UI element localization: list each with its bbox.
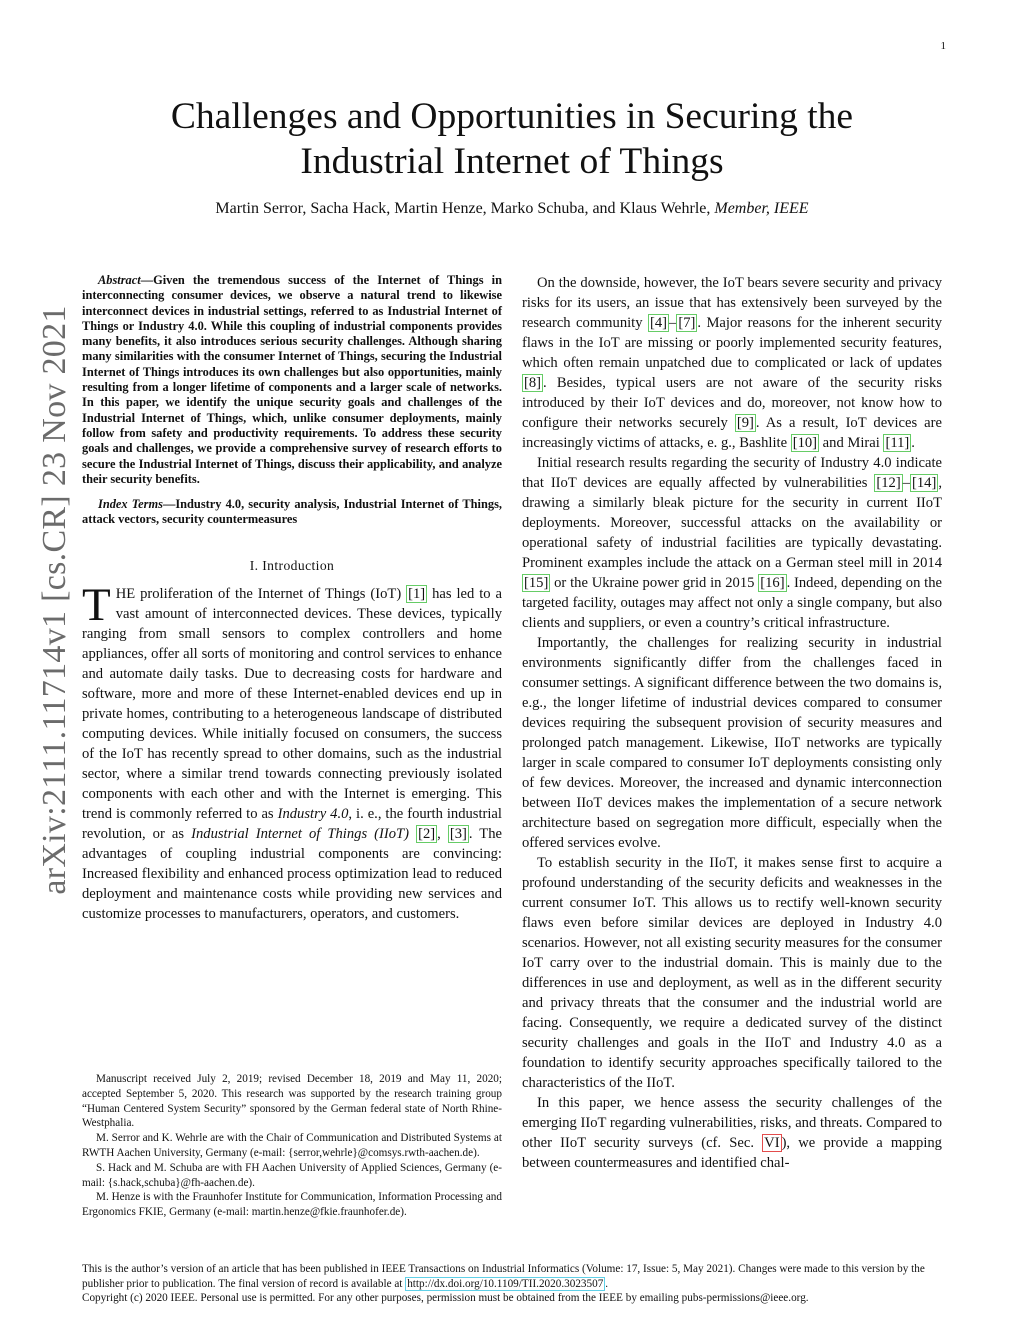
publication-note (82, 1262, 942, 1306)
body-paragraph: Importantly, the challenges for realizing security in industrial environments significantly differ from the challenges faced in consumer settings. A significant difference between the two domains is, e.g., the longer lifetime of industrial devices compared to consumer devices requiring the subsequent provision of security measures and prolonged patch management. Likewise, IIoT networks are typically larger in scale compared to consumer IoT deployments consisting only of few devices. Moreover, the increased and dynamic interconnection between IIoT devices makes the implementation of a secure network architecture based on segregation more difficult, especially when the offered services evolve. (522, 635, 942, 851)
intro-text: HE proliferation of the Internet of Things (IoT) (115, 585, 407, 602)
citation-link[interactable]: [7] (678, 315, 696, 331)
footnotes (82, 1072, 502, 1220)
body-text: In this paper, we hence assess the security challenges of the emerging IIoT regarding vulnerabilities, risks, and threats. Compared to other IIoT security surveys (cf. Sec. (522, 1095, 942, 1151)
citation-link[interactable]: [10] (792, 435, 818, 451)
publication-note-text: This is the author’s version of an article that has been published in IEEE Transactions on Industrial Informatics (Volume: 17, Issue: 5, May 2021). Changes were made to this version by the publisher prior to publication. The final version of record is available at http://dx.doi.org/10.1109/TII.2020.3023507 . (82, 1263, 925, 1290)
footnote-affiliation: M. Serror and K. Wehrle are with the Chair of Communication and Distributed Systems at RWTH Aachen University, Germany (e-mail: {serror,wehrle}@comsys.rwth-aachen.de). (82, 1132, 502, 1159)
author-list (100, 199, 924, 219)
intro-text: , (437, 825, 448, 842)
citation-link[interactable]: [1] (408, 585, 426, 602)
citation-link[interactable]: [11] (885, 435, 910, 451)
citation-link[interactable]: [16] (760, 575, 785, 591)
body-text: or the Ukraine power grid in 2015 (550, 575, 759, 591)
intro-paragraph (82, 578, 502, 924)
page-number: 1 (940, 40, 946, 52)
copyright-line: Copyright (c) 2020 IEEE. Personal use is permitted. For any other purposes, permission must be obtained from the IEEE by emailing pubs-permissions@ieee.org. (82, 1292, 809, 1305)
paper-title: Challenges and Opportunities in Securing the Industrial Internet of Things (170, 96, 854, 182)
body-text: – (669, 315, 677, 331)
body-text: – (902, 475, 911, 491)
footnote-affiliation: S. Hack and M. Schuba are with FH Aachen University of Applied Sciences, Germany (e-mail: {s.hack,schuba}@fh-aachen.de). (82, 1161, 502, 1189)
abstract-text: —Given the tremendous success of the Internet of Things in interconnecting consumer devices, we observe a natural trend to likewise interconnect devices in industrial settings, referred to as Industrial Internet of Things or Industry 4.0. While this coupling of industrial components provides many benefits, it also introduces serious security challenges. Although sharing many similarities with the consumer Internet of Things, securing the Industrial Internet of Things introduces its own challenges but also opportunities, mainly resulting from a longer lifetime of components and a larger scale of networks. In this paper, we identify the unique security goals and challenges of the Industrial Internet of Things, which, unlike consumer deployments, mainly follow from safety and productivity requirements. To address these security goals and challenges, we provide a comprehensive survey of research efforts to secure the Industrial Internet of Things, discuss their applicability, and analyze their security benefits. (82, 273, 502, 486)
body-paragraph (522, 453, 942, 633)
body-text: ), we provide a mapping between countermeasures and identified chal- (522, 1135, 942, 1171)
body-text: and Mirai (819, 435, 884, 451)
abstract-label: Abstract (98, 273, 141, 287)
dropcap-letter: T (82, 578, 111, 631)
citation-link[interactable]: [3] (449, 825, 467, 842)
citation-link[interactable]: [15] (524, 575, 549, 591)
body-text: . Major reasons for the inherent security flaws in the IoT are missing or poorly implemented security features, which often remain unpatched due to complicated or lack of updates (522, 315, 943, 371)
citation-link[interactable]: [2] (418, 825, 436, 842)
arxiv-identifier-stamp: arXiv:2111.11714v1 [cs.CR] 23 Nov 2021 (36, 305, 73, 895)
footnote-manuscript: Manuscript received July 2, 2019; revised December 18, 2019 and May 11, 2020; accepted September 5, 2020. This research was supported by the research training group “Human Centered System Security” sponsored by the German federal state of North Rhine-Westphalia. (82, 1073, 502, 1130)
footnote-affiliation: M. Henze is with the Fraunhofer Institute for Communication, Information Processing and Ergonomics FKIE, Germany (e-mail: martin.henze@fkie.fraunhofer.de). (82, 1191, 502, 1219)
citation-link[interactable]: [9] (736, 415, 754, 431)
intro-emphasis: Industrial Internet of Things (IIoT) (191, 825, 410, 842)
left-column (82, 273, 502, 924)
body-paragraph: To establish security in the IIoT, it makes sense first to acquire a profound understanding of the security deficits and weaknesses in the current consumer IoT. This allows us to rectify well-known security flaws even before similar devices are deployed in Industry 4.0 scenarios. However, not all existing security measures for the consumer IoT carry over to the industrial domain. This is mainly due to the differences in use and deployment, as well as in the different security and privacy threats that the consumer and the industrial world are facing. Consequently, we require a dedicated survey of the distinct security challenges and goals in the IIoT and Industry 4.0 as a foundation to identify security approaches specifically tailored to the characteristics of the IIoT. (522, 855, 942, 1091)
body-text: . (911, 435, 915, 451)
section-heading-introduction: I. Introduction (249, 557, 335, 573)
section-reference-link[interactable]: VI (764, 1135, 780, 1151)
index-terms-label: Index Terms (98, 497, 163, 512)
intro-text: . The advantages of coupling industrial components are convincing: Increased flexibility and enhanced process optimization lead to reduced deployment and maintenance costs while providing new services and customize processes to manufacturers, operators, and customers. (82, 825, 502, 922)
body-text: , drawing a similarly bleak picture for the security in current IIoT deployments. Moreover, successful attacks on the availability or operational safety of industrial facilities are typically devastating. Prominent examples include the attack on a German steel mill in 2014 (522, 475, 942, 571)
citation-link[interactable]: [12] (876, 475, 901, 491)
author-names: Martin Serror, Sacha Hack, Martin Henze, Marko Schuba, and Klaus Wehrle, (215, 200, 715, 217)
author-membership: Member, IEEE (714, 200, 809, 217)
publication-note-line: This is the author’s version of an article that has been published in IEEE Transactions on Industrial Informatics (Volume: 17, Issue: 5, May 2021). Changes were made to this version by the publisher prior to publication. The final version of record is available at (82, 1263, 925, 1290)
abstract (82, 273, 502, 487)
body-paragraph (522, 1093, 942, 1173)
body-text: On the downside, however, the IoT bears severe security and privacy risks for its users, an issue that has extensively been surveyed by the research community (522, 275, 942, 331)
citation-link[interactable]: [8] (524, 375, 542, 391)
intro-text: , i. e., the fourth industrial revolution, or as (82, 805, 502, 842)
index-terms-text: —Industry 4.0, security analysis, Industrial Internet of Things, attack vectors, security countermeasures (82, 497, 502, 527)
body-text: Initial research results regarding the security of Industry 4.0 indicate that IIoT devices are equally affected by vulnerabilities (522, 455, 942, 491)
index-terms (82, 497, 502, 528)
body-paragraph (522, 273, 942, 453)
doi-link[interactable]: http://dx.doi.org/10.1109/TII.2020.3023507 (407, 1277, 604, 1290)
intro-emphasis: Industry 4.0 (277, 805, 349, 822)
citation-link[interactable]: [4] (650, 315, 668, 331)
body-text: . Besides, typical users are not aware of the security risks introduced by their IoT devices and do, moreover, not know how to configure their networks securely (522, 375, 942, 431)
citation-link[interactable]: [14] (912, 475, 937, 491)
intro-text: has led to a vast amount of interconnected devices. These devices, typically ranging from small sensors to complex controllers and home appliances, offer all sorts of monitoring and control services to enhance and automate daily tasks. Due to decreasing costs for hardware and software, more and more of these Internet-enabled devices end up in private homes, contributing to a heterogeneous landscape of distributed computing devices. While initially focused on consumers, the success of the IoT has recently spread to other domains, such as the industrial sector, where a similar trend towards connecting previously isolated components with each other and with the Internet is emerging. This trend is commonly referred to as (82, 585, 502, 822)
right-column (522, 273, 942, 1173)
body-text: . Indeed, depending on the targeted facility, outages may affect not only a single company, but also clients and suppliers, or even a country’s critical infrastructure. (522, 575, 942, 631)
body-text: . As a result, IoT devices are increasingly victims of attacks, e. g., Bashlite (522, 415, 942, 451)
